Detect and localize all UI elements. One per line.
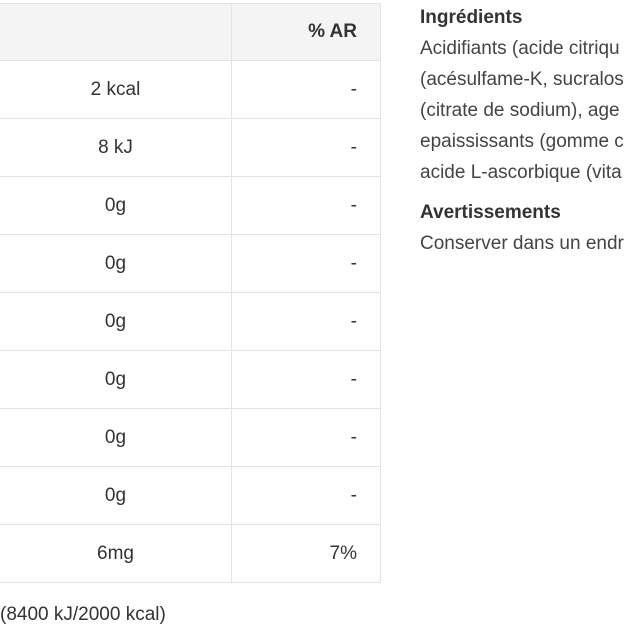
amount-cell: 2 kcal	[0, 61, 232, 119]
ar-cell: -	[232, 61, 381, 119]
ingredients-line: (acésulfame-K, sucralos	[420, 69, 624, 90]
ingredients-heading: Ingrédients	[420, 7, 523, 28]
ar-cell: -	[232, 177, 381, 235]
ar-cell: -	[232, 351, 381, 409]
product-info-column	[420, 5, 638, 259]
ar-cell: -	[232, 119, 381, 177]
amount-cell: 0g	[0, 293, 232, 351]
ar-cell: -	[232, 235, 381, 293]
table-row	[0, 351, 381, 409]
amount-cell: 0g	[0, 467, 232, 525]
ingredients-line: (citrate de sodium), age	[420, 100, 620, 121]
amount-cell: 0g	[0, 351, 232, 409]
ar-cell: 7%	[232, 525, 381, 583]
ingredients-line: acide L-ascorbique (vita	[420, 162, 622, 183]
table-row	[0, 119, 381, 177]
table-header-row	[0, 4, 381, 61]
ar-cell: -	[232, 409, 381, 467]
table-row	[0, 293, 381, 351]
amount-cell: 6mg	[0, 525, 232, 583]
nutrition-table	[0, 3, 381, 583]
table-row	[0, 177, 381, 235]
ingredients-line: Acidifiants (acide citriqu	[420, 38, 620, 59]
ingredients-text	[420, 33, 638, 188]
ar-cell: -	[232, 467, 381, 525]
reference-intake-footnote: (8400 kJ/2000 kcal)	[0, 604, 166, 625]
header-ar-cell: % AR	[232, 4, 381, 61]
warnings-text: Conserver dans un endr	[420, 233, 624, 254]
table-row	[0, 235, 381, 293]
ingredients-line: epaississants (gomme c	[420, 131, 624, 152]
table-row	[0, 409, 381, 467]
amount-cell: 0g	[0, 177, 232, 235]
ar-cell: -	[232, 293, 381, 351]
table-row	[0, 467, 381, 525]
amount-cell: 0g	[0, 235, 232, 293]
amount-cell: 0g	[0, 409, 232, 467]
header-amount-cell	[0, 4, 232, 61]
amount-cell: 8 kJ	[0, 119, 232, 177]
warnings-heading: Avertissements	[420, 202, 561, 223]
table-row	[0, 525, 381, 583]
table-row	[0, 61, 381, 119]
